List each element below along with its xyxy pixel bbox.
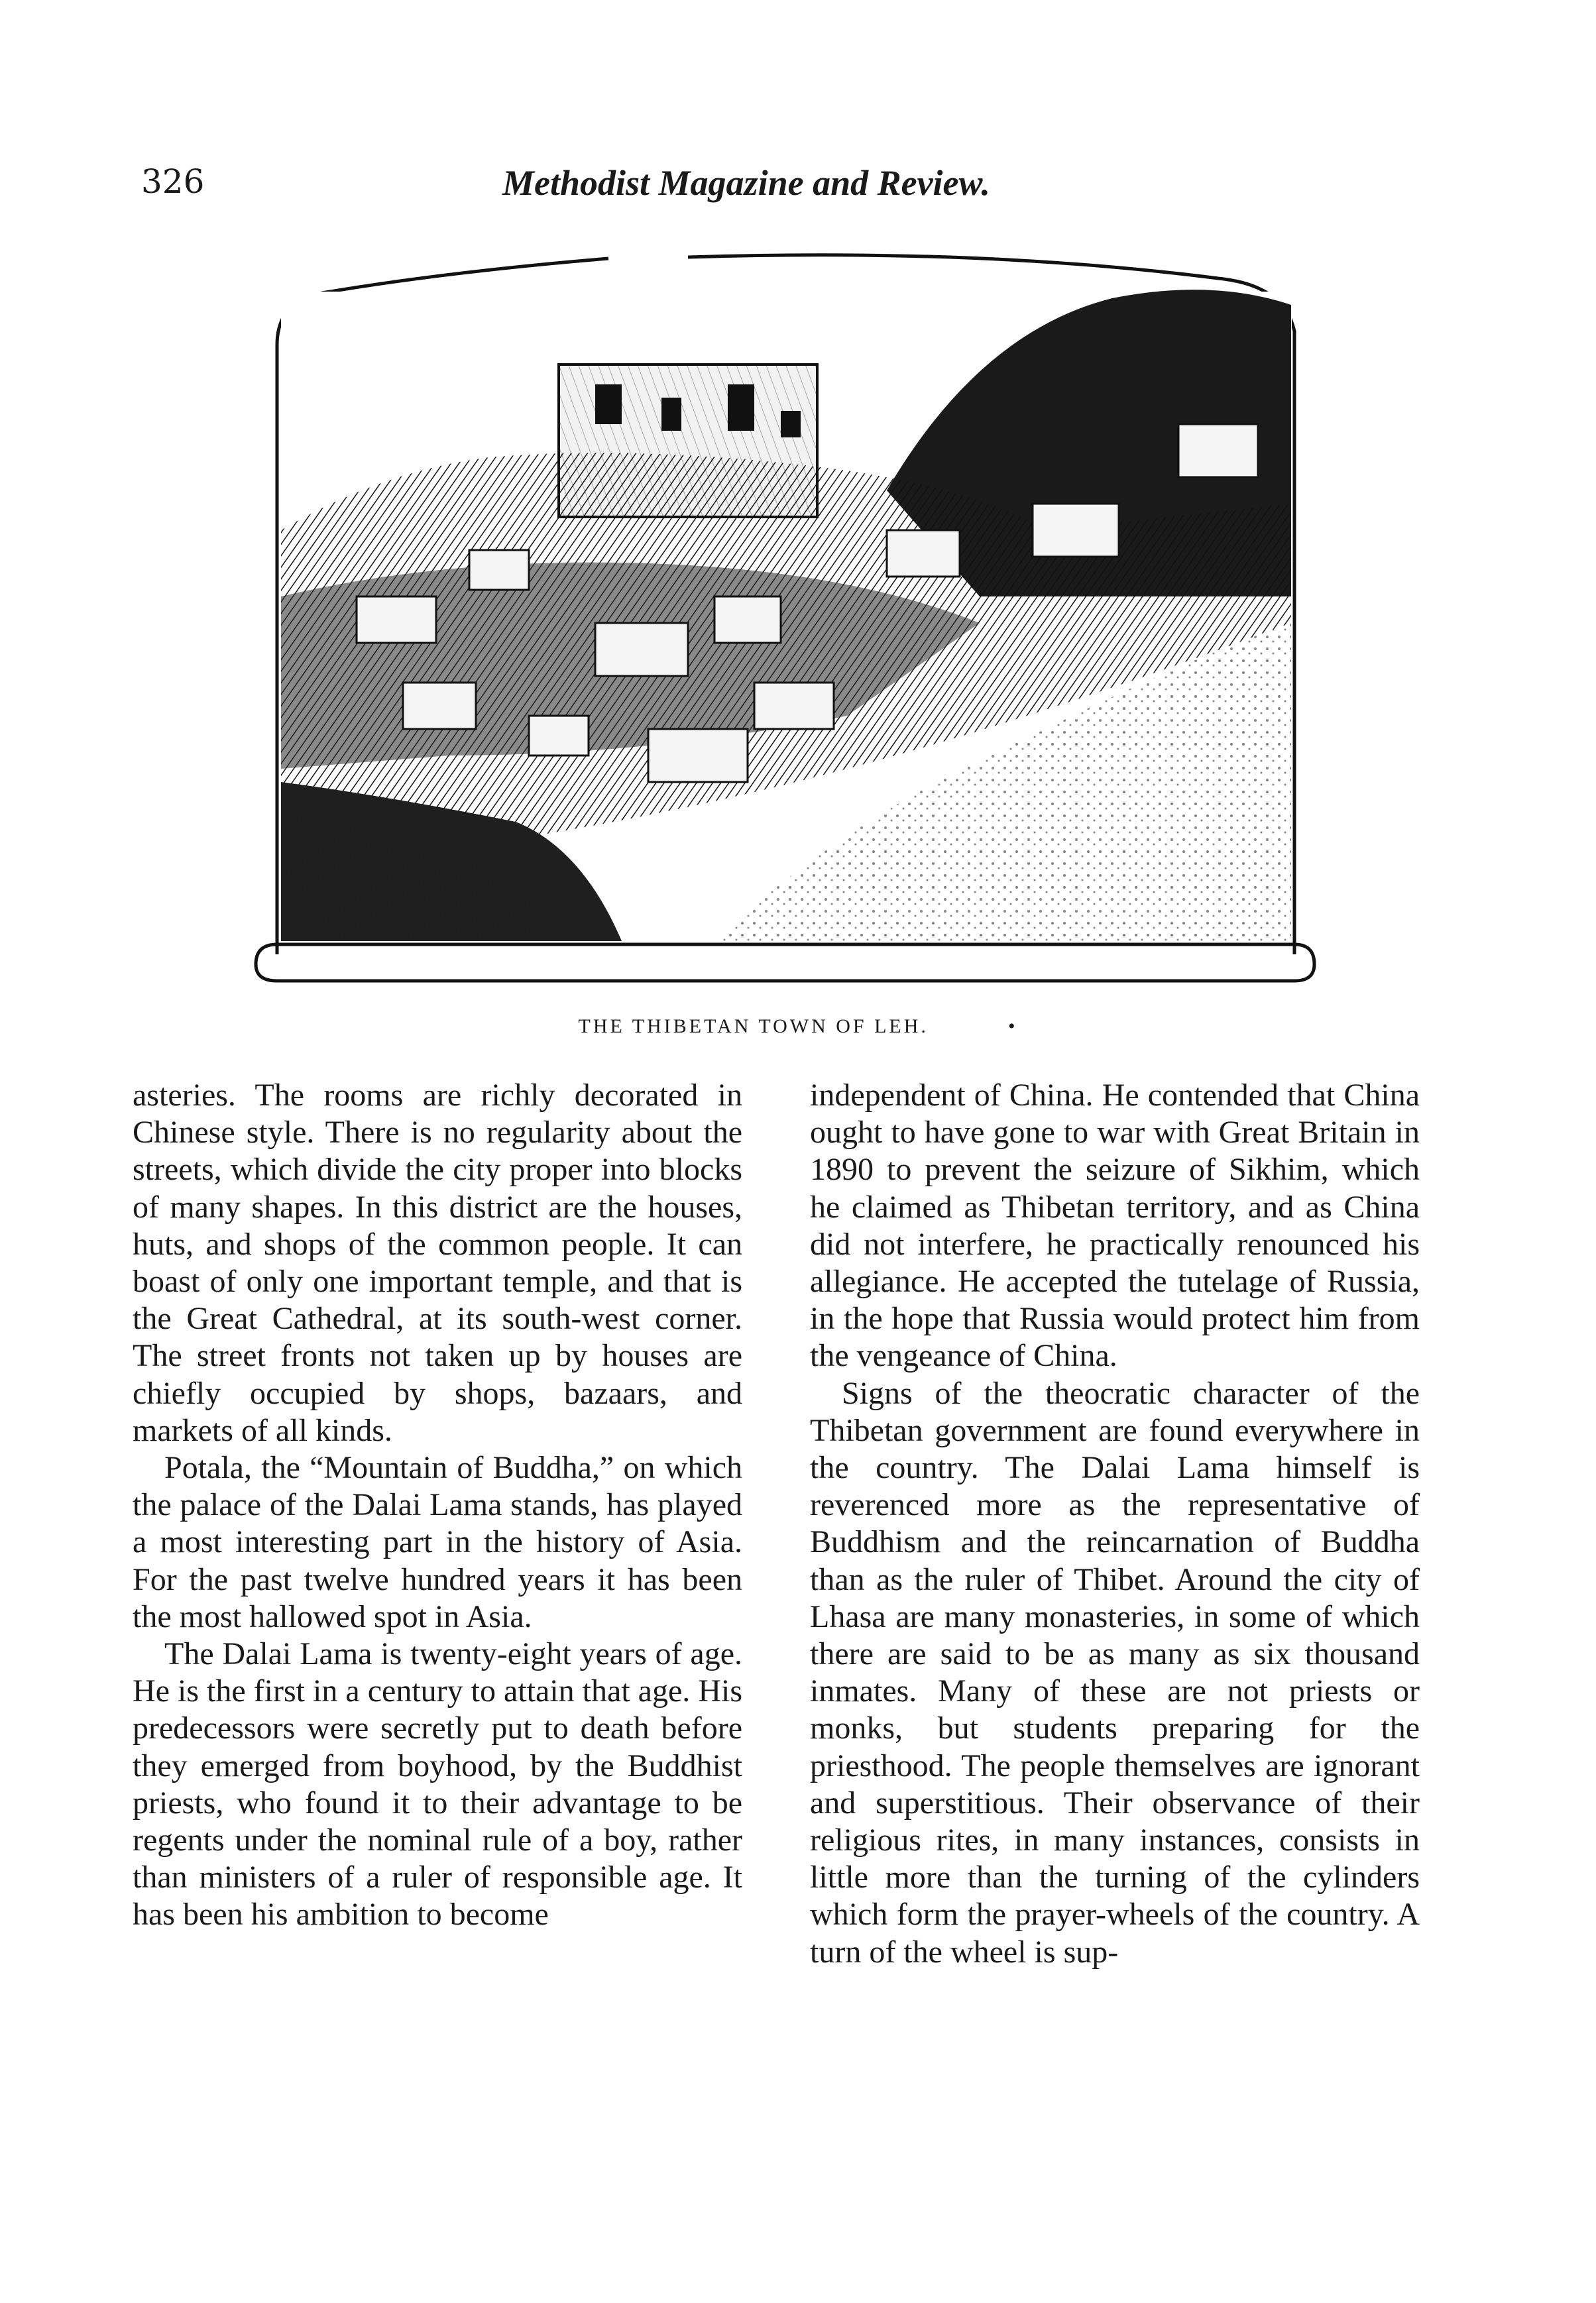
paragraph: The Dalai Lama is twenty-eight years of age. He is the first in a century to attain that age. His predecessors were secretly put to death before they emerged from boyhood, by the Buddhist priests, who found it to their advantage to be regents under the nominal rule of a boy, rather than ministers of a ruler of responsible age. It has been his ambition to become [133, 1636, 742, 1933]
paragraph: Signs of the theocratic character of the Thibetan government are found everywhere in the country. The Dalai Lama himself is reverenced more as the representative of Buddhism and the reincarnation of Buddha than as the ruler of Thibet. Around the city of Lhasa are many monasteries, in some of which there are said to be as many as six thousand inmates. Many of these are not priests or monks, but students preparing for the priesthood. The people themselves are ignorant and superstitious. Their observance of their religious rites, in many instances, consists in little more than the turning of the cylinders which form the prayer-wheels of the country. A turn of the wheel is sup- [810, 1375, 1420, 1970]
paragraph: asteries. The rooms are richly decorated in Chinese style. There is no regularity about the streets, which divide the city proper into blocks of many shapes. In this district are the houses, huts, and shops of the common people. It can boast of only one important temple, and that is the Great Cathedral, at its south-west corner. The street fronts not taken up by houses are chiefly occupied by shops, bazaars, and markets of all kinds. [133, 1078, 742, 1448]
left-column [133, 1077, 742, 1934]
page-header [141, 162, 1092, 222]
figure-caption [0, 1015, 1596, 1038]
page-number: 326 [141, 162, 205, 201]
engraving-leh-town [251, 252, 1318, 984]
right-column [810, 1077, 1420, 1971]
caption-dot: • [1007, 1015, 1018, 1037]
paragraph: Potala, the “Mountain of Buddha,” on which the palace of the Dalai Lama stands, has played a most interesting part in the history of Asia. For the past twelve hundred years it has been the most hallowed spot in Asia. [133, 1450, 742, 1634]
running-title: Methodist Magazine and Review. [502, 163, 991, 203]
paragraph: independent of China. He contended that China ought to have gone to war with Great Britain in 1890 to prevent the seizure of Sikhim, which he claimed as Thibetan territory, and as China did not interfere, he practically renounced his allegiance. He accepted the tutelage of Russia, in the hope that Russia would protect him from the vengeance of China. [810, 1078, 1420, 1374]
caption-text: THE THIBETAN TOWN OF LEH. [578, 1015, 929, 1037]
engraving-illustration [251, 252, 1318, 984]
